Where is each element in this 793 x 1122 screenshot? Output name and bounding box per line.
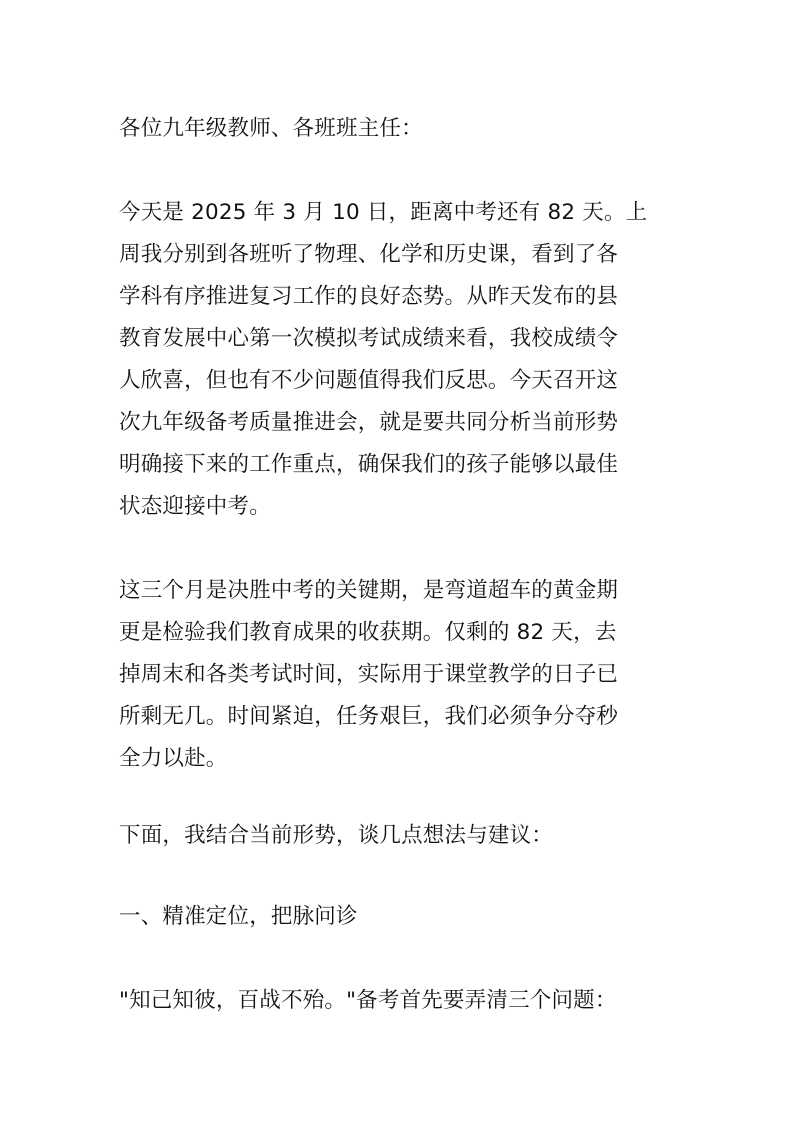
paragraph-line: 全力以赴。 bbox=[119, 746, 228, 771]
paragraph-line: 所剩无几。时间紧迫，任务艰巨，我们必须争分夺秒 bbox=[119, 704, 619, 729]
paragraph-line: 更是检验我们教育成果的收获期。仅剩的 82 天，去 bbox=[119, 620, 617, 645]
paragraph-line: 今天是 2025 年 3 月 10 日，距离中考还有 82 天。上 bbox=[119, 200, 648, 225]
paragraph-line: 掉周末和各类考试时间，实际用于课堂教学的日子已 bbox=[119, 662, 619, 687]
paragraph-line: 这三个月是决胜中考的关键期，是弯道超车的黄金期 bbox=[119, 578, 619, 603]
salutation: 各位九年级教师、各班班主任： bbox=[119, 116, 423, 141]
section-heading: 一、精准定位，把脉问诊 bbox=[119, 904, 358, 929]
paragraph-line: 下面，我结合当前形势，谈几点想法与建议： bbox=[119, 823, 554, 848]
paragraph-line: 明确接下来的工作重点，确保我们的孩子能够以最佳 bbox=[119, 452, 619, 477]
paragraph-line: 教育发展中心第一次模拟考试成绩来看，我校成绩令 bbox=[119, 326, 619, 351]
paragraph-line: 人欣喜，但也有不少问题值得我们反思。今天召开这 bbox=[119, 368, 619, 393]
paragraph-line: 状态迎接中考。 bbox=[119, 494, 271, 519]
final-paragraph: "知己知彼，百战不殆。"备考首先要弄清三个问题： bbox=[119, 988, 617, 1013]
paragraph-line: 学科有序推进复习工作的良好态势。从昨天发布的县 bbox=[119, 284, 619, 309]
paragraph-line: 次九年级备考质量推进会，就是要共同分析当前形势 bbox=[119, 410, 619, 435]
paragraph-line: 周我分别到各班听了物理、化学和历史课，看到了各 bbox=[119, 242, 619, 267]
